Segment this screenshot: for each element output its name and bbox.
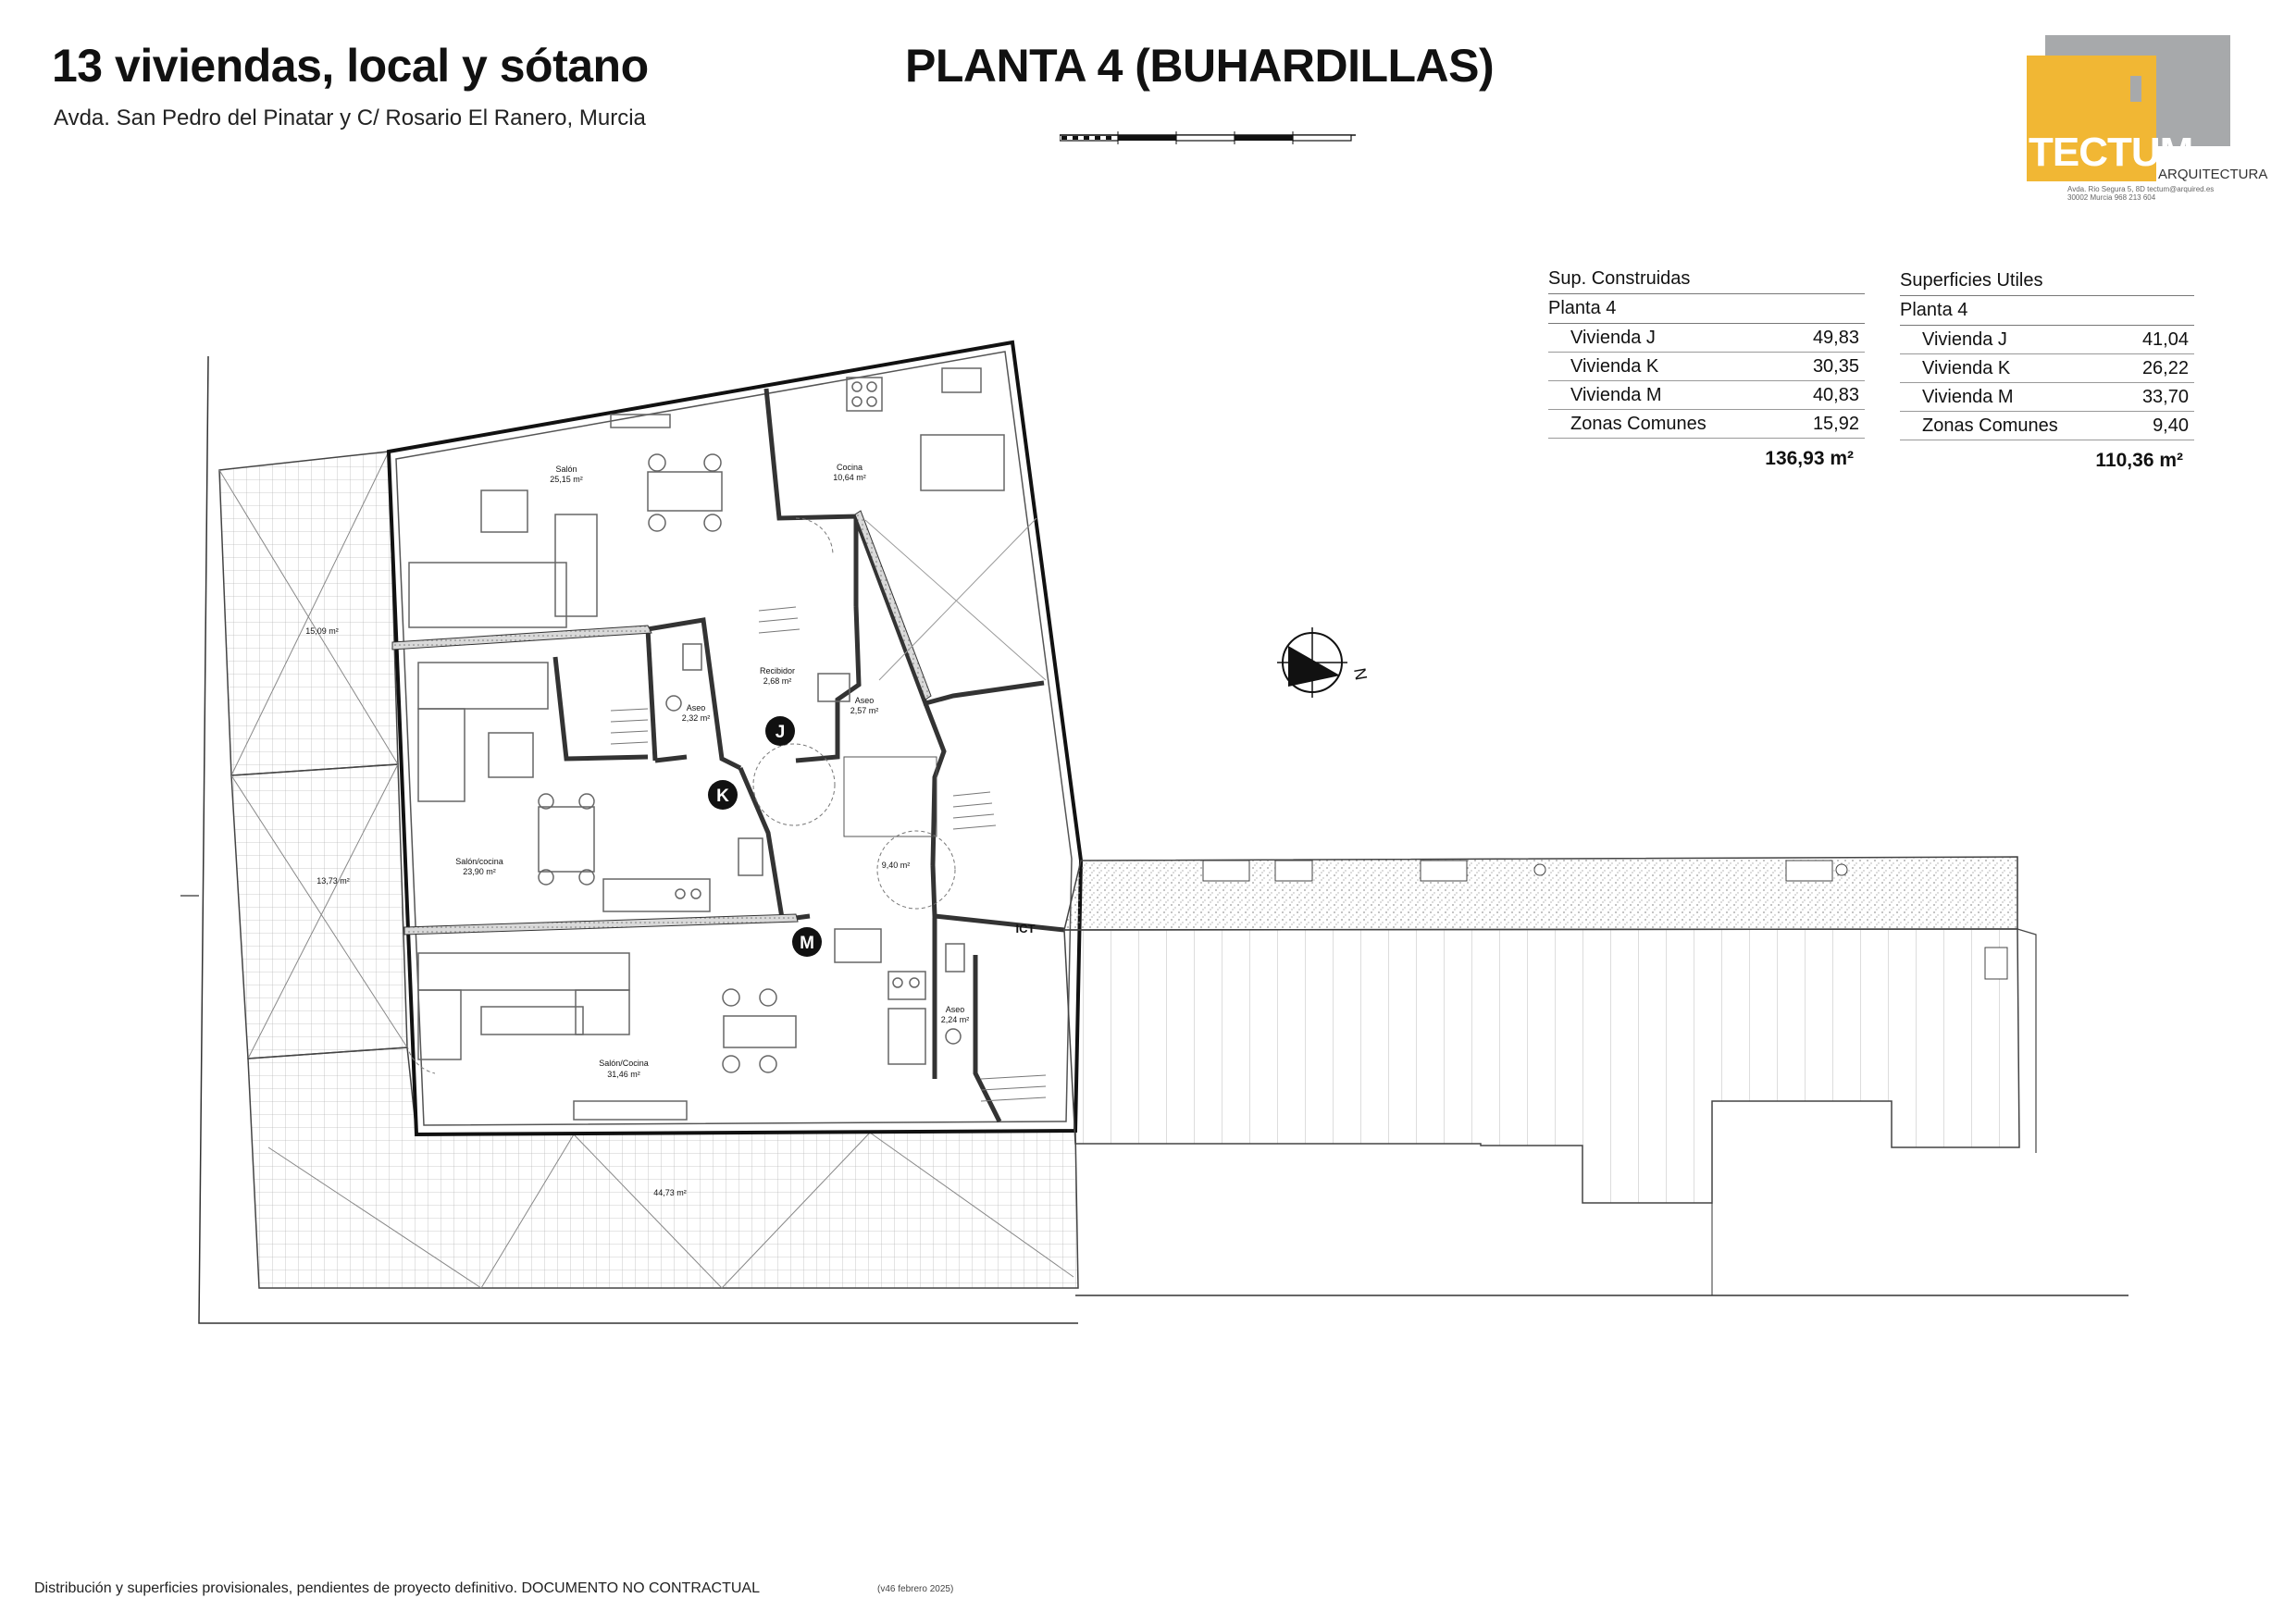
table-heading: Superficies Utiles xyxy=(1900,266,2194,296)
ict-label: ICT xyxy=(1015,922,1036,935)
unit-marker-label: K xyxy=(716,787,729,806)
terrace-area-middle: 13,73 m² xyxy=(316,876,350,886)
footer-version: (v46 febrero 2025) xyxy=(877,1584,954,1594)
row-value: 41,04 xyxy=(2141,329,2189,350)
table-floor: Planta 4 xyxy=(1548,294,1865,324)
room-area-salon-cocina-m: 31,46 m² xyxy=(607,1070,640,1079)
room-name-aseo-k: Aseo xyxy=(686,703,706,712)
room-area-aseo-k: 2,32 m² xyxy=(681,713,711,723)
row-value: 40,83 xyxy=(1812,385,1859,405)
row-value: 9,40 xyxy=(2153,415,2189,436)
terrace-left-upper xyxy=(219,452,398,775)
row-value: 30,35 xyxy=(1812,356,1859,377)
compass-north-label: N xyxy=(1350,666,1371,682)
row-label: Zonas Comunes xyxy=(1922,415,2058,436)
table-floor: Planta 4 xyxy=(1900,296,2194,326)
unit-marker-k xyxy=(708,780,738,810)
room-area-salon-cocina-k: 23,90 m² xyxy=(463,867,496,876)
row-label: Vivienda M xyxy=(1922,387,2014,407)
unit-marker-m xyxy=(792,927,822,957)
room-area-aseo-j: 2,57 m² xyxy=(850,706,879,715)
row-label: Zonas Comunes xyxy=(1570,414,1706,434)
logo-subtitle: ARQUITECTURA xyxy=(2158,167,2268,182)
room-area-cocina-j: 10,64 m² xyxy=(833,473,866,482)
roof-right xyxy=(1064,857,2128,1295)
row-label: Vivienda J xyxy=(1570,328,1656,348)
terrace-area-upper: 15,09 m² xyxy=(305,626,339,636)
table-total: 110,36 m² xyxy=(2095,450,2183,471)
room-area-common: 9,40 m² xyxy=(881,861,911,870)
row-label: Vivienda J xyxy=(1922,329,2007,350)
project-title: 13 viviendas, local y sótano xyxy=(52,40,649,92)
logo-address-line: Avda. Rio Segura 5, 8D tectum@arquired.es xyxy=(2067,185,2215,193)
room-name-cocina-j: Cocina xyxy=(836,463,863,472)
row-value: 26,22 xyxy=(2141,358,2189,378)
row-label: Vivienda K xyxy=(1570,356,1659,377)
room-area-aseo-m: 2,24 m² xyxy=(940,1015,970,1024)
logo-address-line: 30002 Murcia 968 213 604 xyxy=(2067,193,2156,202)
row-value: 49,83 xyxy=(1812,328,1859,348)
unit-marker-label: M xyxy=(800,934,814,953)
terrace-left-middle xyxy=(231,764,407,1059)
project-address: Avda. San Pedro del Pinatar y C/ Rosario El Ranero, Murcia xyxy=(54,105,646,130)
room-name-aseo-m: Aseo xyxy=(945,1005,965,1014)
plan-title: PLANTA 4 (BUHARDILLAS) xyxy=(905,40,1495,92)
room-name-recibidor-j: Recibidor xyxy=(759,666,796,675)
room-name-salon-j: Salón xyxy=(555,465,577,474)
unit-marker-j xyxy=(765,716,795,746)
table-total: 136,93 m² xyxy=(1765,448,1854,469)
row-label: Vivienda M xyxy=(1570,385,1662,405)
room-area-recibidor-j: 2,68 m² xyxy=(763,676,792,686)
unit-marker-label: J xyxy=(775,723,786,742)
room-name-salon-cocina-m: Salón/Cocina xyxy=(599,1059,649,1068)
room-name-salon-cocina-k: Salón/cocina xyxy=(455,857,503,866)
table-heading: Sup. Construidas xyxy=(1548,265,1865,294)
row-label: Vivienda K xyxy=(1922,358,2011,378)
room-area-salon-j: 25,15 m² xyxy=(550,475,583,484)
room-name-aseo-j: Aseo xyxy=(854,696,875,705)
logo-brand: TECTUM xyxy=(2029,130,2193,175)
row-value: 15,92 xyxy=(1812,414,1859,434)
north-compass xyxy=(1277,627,1371,698)
terrace-area-bottom: 44,73 m² xyxy=(653,1188,687,1197)
footer-disclaimer: Distribución y superficies provisionales, pendientes de proyecto definitivo. DOCUMENTO NO CONTRACTUAL xyxy=(34,1580,760,1596)
row-value: 33,70 xyxy=(2141,387,2189,407)
